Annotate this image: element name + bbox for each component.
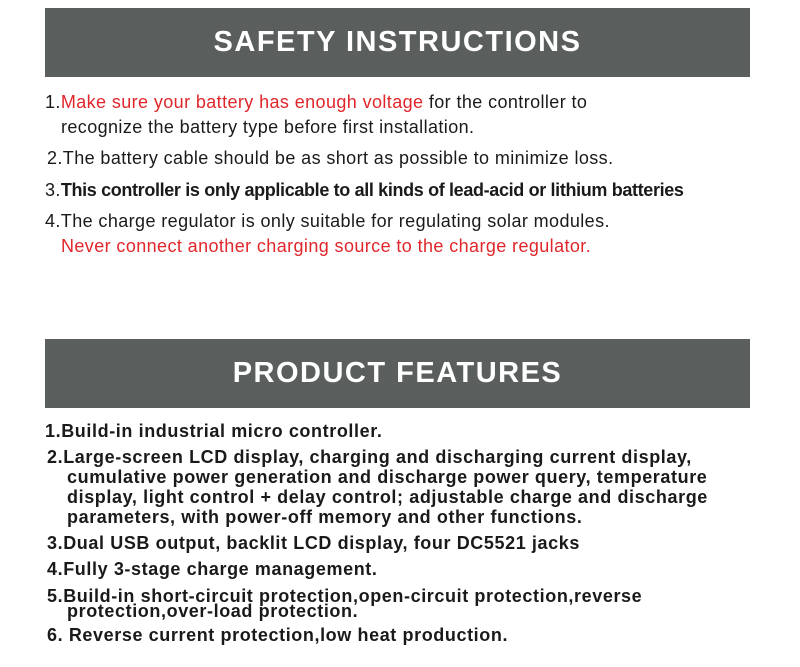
feature-item-2-line-4: parameters, with power-off memory and other functions. (67, 507, 583, 527)
feature-item-2-line-1: 2.Large-screen LCD display, charging and discharging current display, (47, 447, 692, 467)
safety-item-4-warning: Never connect another charging source to the charge regulator. (61, 236, 592, 256)
feature-item-4: 4.Fully 3-stage charge management. (47, 559, 378, 579)
product-features-heading: PRODUCT FEATURES (45, 339, 750, 408)
safety-item-1-text: for the controller to (423, 92, 588, 112)
safety-item-1-warning-text: Make sure your battery has enough voltage (60, 92, 424, 112)
safety-item-3-text: This controller is only applicable to all kinds of lead-acid or lithium batteries (60, 180, 684, 200)
safety-item-1-number: 1. (45, 92, 61, 112)
safety-instructions-heading: SAFETY INSTRUCTIONS (45, 8, 750, 77)
feature-item-5-line-1: 5.Build-in short-circuit protection,open-circuit protection,reverse (47, 586, 643, 606)
safety-item-3-number: 3. (45, 180, 61, 200)
feature-item-3: 3.Dual USB output, backlit LCD display, four DC5521 jacks (47, 533, 580, 553)
safety-item-2: 2.The battery cable should be as short as possible to minimize loss. (47, 148, 614, 168)
feature-item-2-line-2: cumulative power generation and discharge power query, temperature (67, 467, 708, 487)
feature-item-5-line-2: protection,over-load protection. (67, 601, 359, 621)
safety-item-3 (45, 180, 684, 201)
feature-item-2-line-3: display, light control + delay control; adjustable charge and discharge (67, 487, 708, 507)
feature-item-6: 6. Reverse current protection,low heat production. (47, 625, 509, 645)
safety-item-1-line-2: recognize the battery type before first installation. (61, 117, 475, 137)
safety-item-4-line-1: 4.The charge regulator is only suitable for regulating solar modules. (45, 211, 610, 231)
feature-item-1: 1.Build-in industrial micro controller. (45, 421, 383, 441)
safety-item-1-line-1 (45, 92, 587, 113)
